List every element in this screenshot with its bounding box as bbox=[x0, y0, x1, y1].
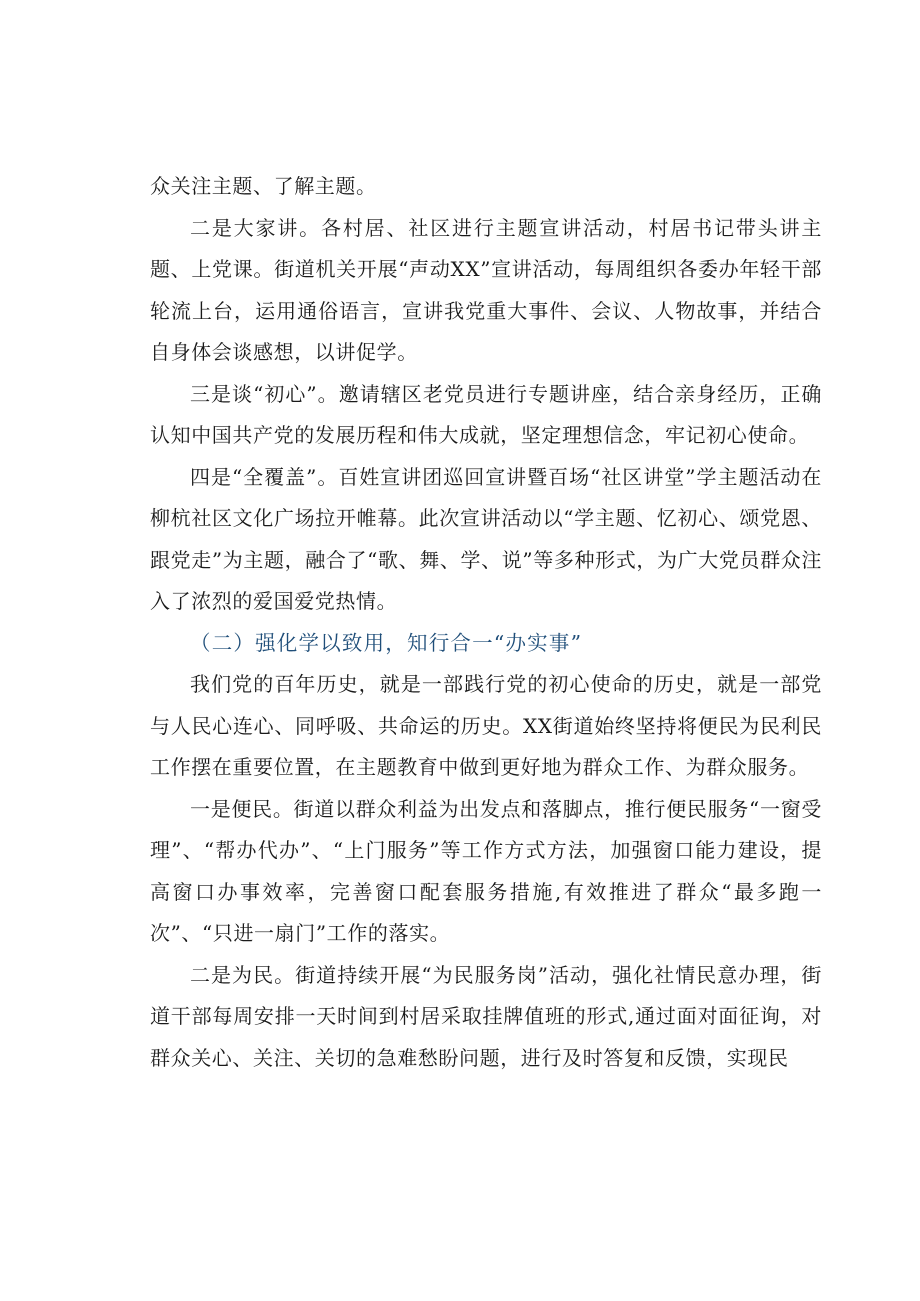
paragraph-everyone-speaks: 二是大家讲。各村居、社区进行主题宣讲活动，村居书记带头讲主题、上党课。街道机关开展“声动XX”宣讲活动，每周组织各委办年轻干部轮流上台，运用通俗语言，宣讲我党重大事件、会议、人物故事，并结合自身体会谈感想，以讲促学。 bbox=[150, 215, 822, 364]
section-heading: （二）强化学以致用，知行合一“办实事” bbox=[190, 630, 583, 655]
document-body bbox=[150, 166, 822, 1079]
paragraph-for-the-people: 二是为民。街道持续开展“为民服务岗”活动，强化社情民意办理，街道干部每周安排一天时间到村居采取挂牌值班的形式,通过面对面征询，对群众关心、关注、关切的急难愁盼问题，进行及时答复和反馈，实现民 bbox=[150, 962, 822, 1070]
paragraph-convenience: 一是便民。街道以群众利益为出发点和落脚点，推行便民服务“一窗受理”、“帮办代办”、“上门服务”等工作方式方法，加强窗口能力建设，提高窗口办事效率，完善窗口配套服务措施,有效推进了群众“最多跑一次”、“只进一扇门”工作的落实。 bbox=[150, 796, 822, 945]
paragraph-continuation: 众关注主题、了解主题。 bbox=[150, 174, 377, 198]
paragraph-full-coverage: 四是“全覆盖”。百姓宣讲团巡回宣讲暨百场“社区讲堂”学主题活动在柳杭社区文化广场拉开帷幕。此次宣讲活动以“学主题、忆初心、颂党恩、跟党走”为主题，融合了“歌、舞、学、说”等多种形式，为广大党员群众注入了浓烈的爱国爱党热情。 bbox=[150, 464, 822, 613]
paragraph-party-history: 我们党的百年历史，就是一部践行党的初心使命的历史，就是一部党与人民心连心、同呼吸、共命运的历史。XX街道始终坚持将便民为民利民工作摆在重要位置，在主题教育中做到更好地为群众工作、为群众服务。 bbox=[150, 672, 822, 779]
paragraph-original-aspiration: 三是谈“初心”。邀请辖区老党员进行专题讲座，结合亲身经历，正确认知中国共产党的发展历程和伟大成就，坚定理想信念，牢记初心使命。 bbox=[150, 381, 822, 447]
